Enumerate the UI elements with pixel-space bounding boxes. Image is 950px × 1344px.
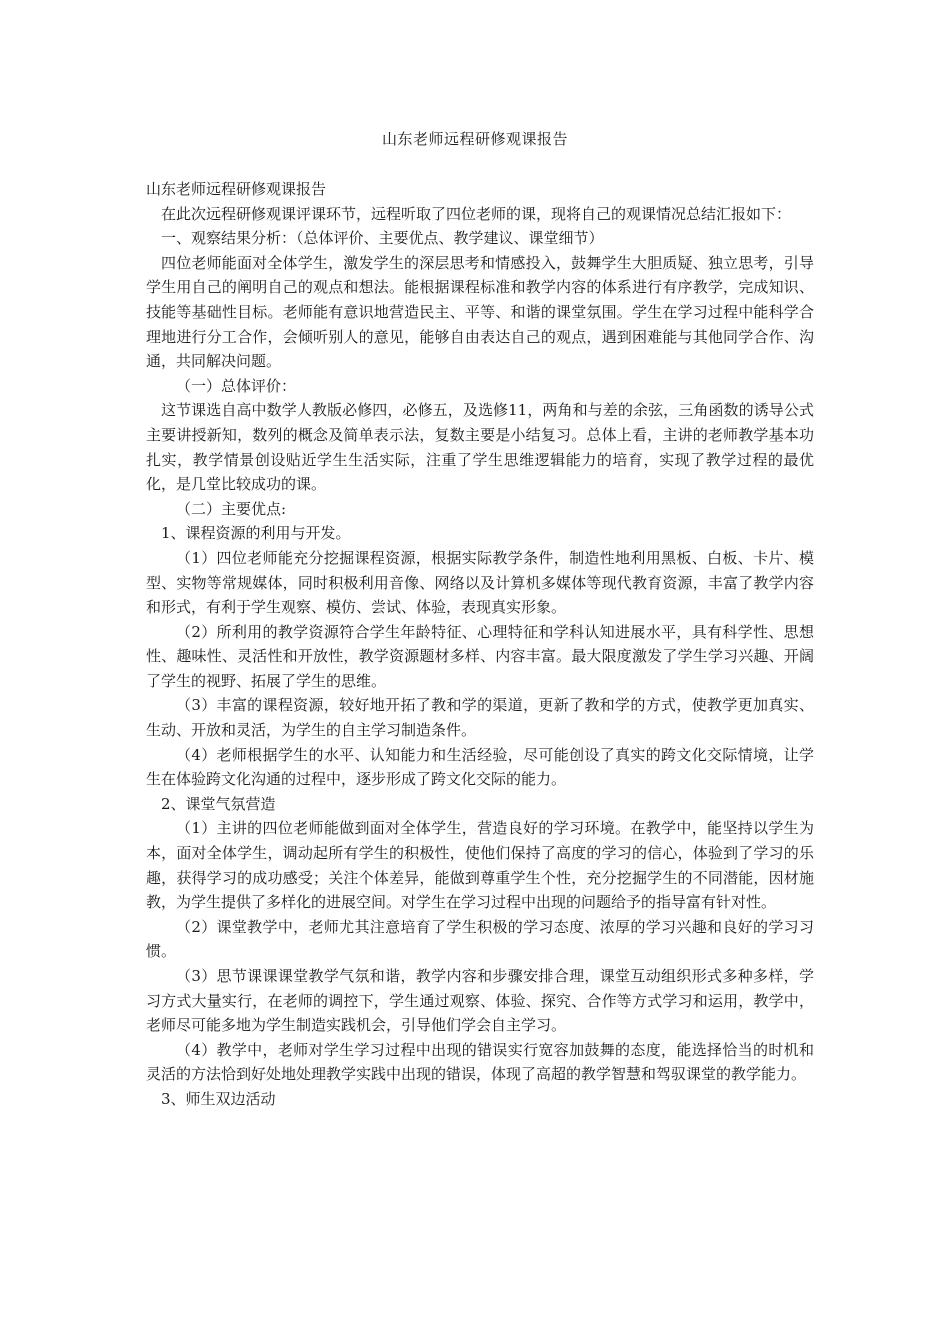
paragraph: （2）课堂教学中，老师尤其注意培育了学生积极的学习态度、浓厚的学习兴趣和良好的学习习惯。	[146, 917, 814, 961]
paragraph: （3）丰富的课程资源，较好地开拓了教和学的渠道，更新了教和学的方式，使教学更加真实、生动、开放和灵活，为学生的自主学习制造条件。	[146, 696, 814, 740]
paragraph: （1）主讲的四位老师能做到面对全体学生，营造良好的学习环境。在教学中，能坚持以学生为本，面对全体学生，调动起所有学生的积极性，使他们保持了高度的学习的信心，体验到了学习的乐趣，获得学习的成功感受；关注个体差异，能做到尊重学生个性，充分挖掘学生的不同潜能，因材施教，为学生提供了多样化的进展空间。对学生在学习过程中出现的问题给予的指导富有针对性。	[146, 819, 814, 912]
paragraph: （1）四位老师能充分挖掘课程资源，根据实际教学条件，制造性地利用黑板、白板、卡片、模型、实物等常规媒体，同时积极利用音像、网络以及计算机多媒体等现代教育资源，丰富了教学内容和形式，有利于学生观察、模仿、尝试、体验，表现真实形象。	[146, 548, 814, 617]
paragraph: （4）老师根据学生的水平、认知能力和生活经验，尽可能创设了真实的跨文化交际情境，让学生在体验跨文化沟通的过程中，逐步形成了跨文化交际的能力。	[146, 745, 814, 789]
paragraph: （4）教学中，老师对学生学习过程中出现的错误实行宽容加鼓舞的态度，能选择恰当的时机和灵活的方法恰到好处地处理教学实践中出现的错误，体现了高超的教学智慧和驾驭课堂的教学能力。	[146, 1040, 814, 1084]
paragraph: 四位老师能面对全体学生，激发学生的深层思考和情感投入，鼓舞学生大胆质疑、独立思考，引导学生用自己的阐明自己的观点和想法。能根据课程标准和教学内容的体系进行有序教学，完成知识、技能等基础性目标。老师能有意识地营造民主、平等、和谐的课堂氛围。学生在学习过程中能科学合理地进行分工合作，会倾听别人的意见，能够自由表达自己的观点，遇到困难能与其他同学合作、沟通，共同解决问题。	[146, 253, 814, 371]
paragraph: 3、师生双边活动	[161, 1089, 276, 1108]
document-title: 山东老师远程研修观课报告	[381, 130, 568, 148]
paragraph: 山东老师远程研修观课报告	[146, 180, 327, 198]
paragraph: 2、课堂气氛营造	[161, 794, 276, 813]
paragraph: （二）主要优点:	[176, 499, 287, 518]
paragraph: （一）总体评价：	[176, 376, 297, 395]
paragraph: 1、课程资源的利用与开发。	[161, 524, 351, 543]
paragraph: （2）所利用的教学资源符合学生年龄特征、心理特征和学科认知进展水平，具有科学性、思想性、趣味性、灵活性和开放性，教学资源题材多样、内容丰富。最大限度激发了学生学习兴趣、开阔了学生的视野、拓展了学生的思维。	[146, 622, 814, 690]
paragraph: （3）思节课课课堂教学气氛和谐，教学内容和步骤安排合理，课堂互动组织形式多种多样，学习方式大量实行，在老师的调控下，学生通过观察、体验、探究、合作等方式学习和运用，教学中，老师尽可能多地为学生制造实践机会，引导他们学会自主学习。	[146, 967, 814, 1035]
paragraph: 这节课选自高中数学人教版必修四，必修五，及选修11，两角和与差的余弦，三角函数的诱导公式主要讲授新知，数列的概念及简单表示法，复数主要是小结复习。总体上看，主讲的老师教学基本功扎实，教学情景创设贴近学生生活实际，注重了学生思维逻辑能力的培育，实现了教学过程的最优化，是几堂比较成功的课。	[146, 401, 814, 494]
paragraph: 在此次远程研修观课评课环节，远程听取了四位老师的课，现将自己的观课情况总结汇报如下：	[161, 204, 792, 223]
document-body	[146, 177, 814, 1112]
paragraph: 一、观察结果分析：（总体评价、主要优点、教学建议、课堂细节）	[161, 229, 604, 248]
